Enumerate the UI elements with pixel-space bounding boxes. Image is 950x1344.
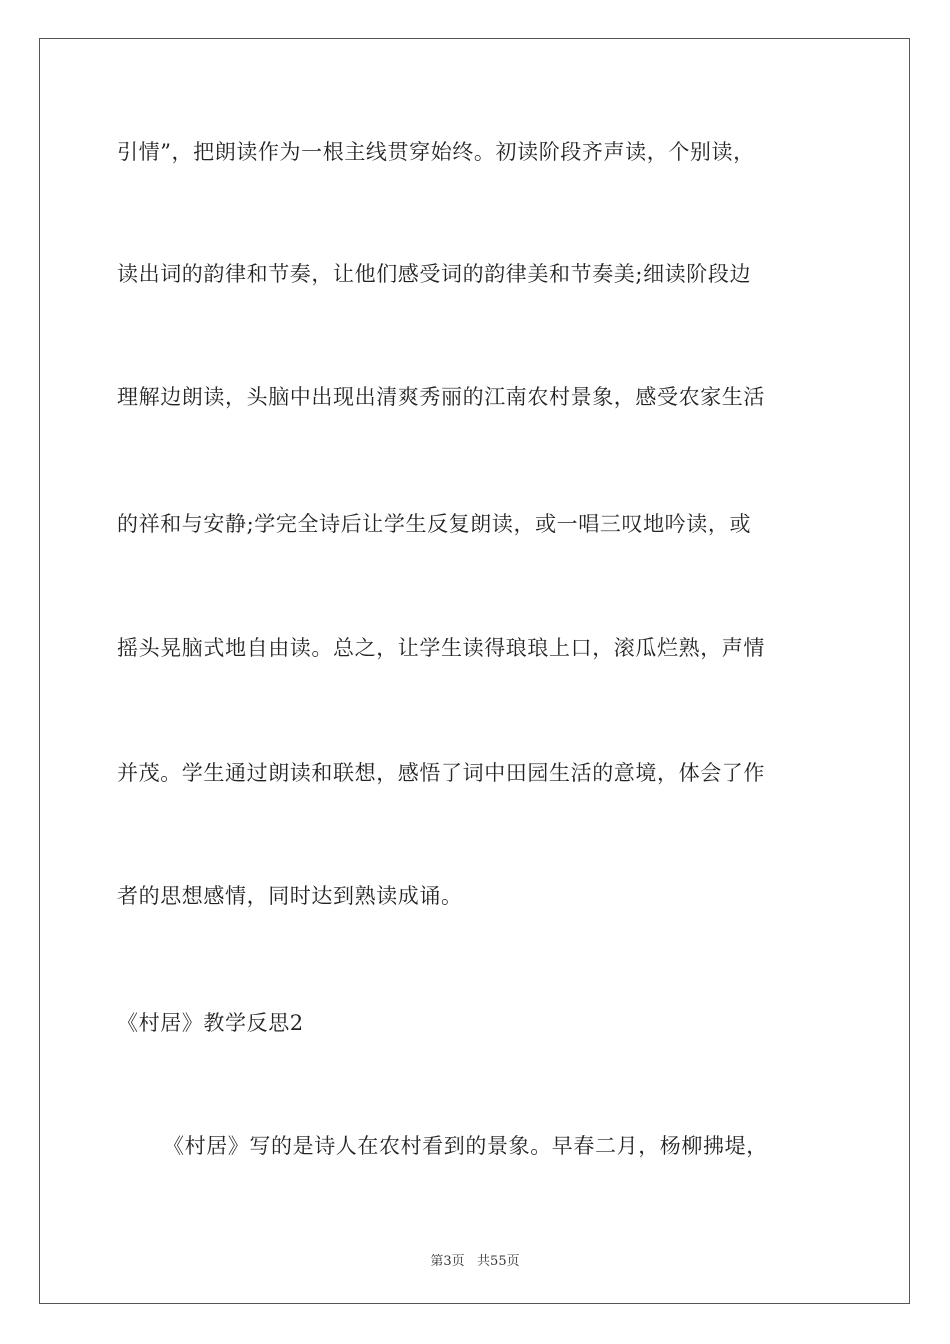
paragraph-start: 《村居》写的是诗人在农村看到的景象。早春二月，杨柳拂堤， — [163, 1134, 768, 1158]
page-border — [39, 38, 910, 1304]
body-text-line: 的祥和与安静;学完全诗后让学生反复朗读，或一唱三叹地吟读，或 — [117, 512, 752, 536]
page-number: 第3页 共55页 — [430, 1254, 520, 1269]
body-text-line: 摇头晃脑式地自由读。总之，让学生读得琅琅上口，滚瓜烂熟，声情 — [117, 636, 765, 660]
body-text-line: 理解边朗读，头脑中出现出清爽秀丽的江南农村景象，感受农家生活 — [117, 385, 765, 409]
body-text-line: 并茂。学生通过朗读和联想，感悟了词中田园生活的意境，体会了作 — [117, 761, 765, 785]
body-text-line: 读出词的韵律和节奏，让他们感受词的韵律美和节奏美;细读阶段边 — [117, 262, 752, 286]
body-text-line: 者的思想感情，同时达到熟读成诵。 — [117, 884, 463, 908]
body-text-line: 引情”，把朗读作为一根主线贯穿始终。初读阶段齐声读，个别读， — [117, 140, 755, 164]
section-title: 《村居》教学反思2 — [117, 1011, 304, 1035]
